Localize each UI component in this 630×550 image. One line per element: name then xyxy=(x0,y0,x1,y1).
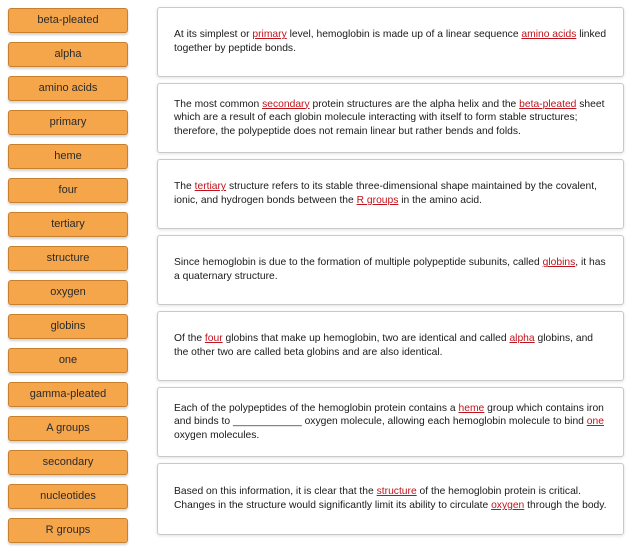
chip-beta-pleated[interactable]: beta-pleated xyxy=(8,8,128,33)
drop-target[interactable]: primary xyxy=(252,29,287,41)
chip-one[interactable]: one xyxy=(8,348,128,373)
drop-target[interactable]: structure xyxy=(376,486,417,498)
chip-primary[interactable]: primary xyxy=(8,110,128,135)
chip-r-groups[interactable]: R groups xyxy=(8,518,128,543)
statement-card-2 xyxy=(157,83,624,153)
drop-target[interactable]: amino acids xyxy=(521,29,577,41)
chip-a-groups[interactable]: A groups xyxy=(8,416,128,441)
drop-target[interactable]: secondary xyxy=(262,98,310,110)
statement-text: At its simplest or primary level, hemoglobin is made up of a linear sequence amino acids linked together by peptide bonds. xyxy=(174,29,607,54)
drop-target[interactable]: one xyxy=(586,416,604,428)
statement-text: Based on this information, it is clear that the structure of the hemoglobin protein is critical. Changes in the structure would significantly limit its ability to circulate oxygen through the body. xyxy=(174,486,607,511)
drop-target[interactable]: beta-pleated xyxy=(519,98,577,110)
chip-tertiary[interactable]: tertiary xyxy=(8,212,128,237)
statement-text: The most common secondary protein structures are the alpha helix and the beta-pleated sheet which are a result of each globin molecule interacting with itself to form stable structures; therefore, the polypeptide does not remain linear but rather bends and folds. xyxy=(174,98,605,137)
chip-heme[interactable]: heme xyxy=(8,144,128,169)
statement-card-4 xyxy=(157,235,624,305)
statement-card-3 xyxy=(157,159,624,229)
statement-card-5 xyxy=(157,311,624,381)
chip-gamma-pleated[interactable]: gamma-pleated xyxy=(8,382,128,407)
chip-four[interactable]: four xyxy=(8,178,128,203)
statement-card-6 xyxy=(157,387,624,457)
chip-nucleotides[interactable]: nucleotides xyxy=(8,484,128,509)
chip-oxygen[interactable]: oxygen xyxy=(8,280,128,305)
statement-text: Since hemoglobin is due to the formation of multiple polypeptide subunits, called globins, it has a quaternary structure. xyxy=(174,257,606,282)
statement-text: Of the four globins that make up hemoglobin, two are identical and called alpha globins, and the other two are called beta globins and are also identical. xyxy=(174,333,594,358)
drop-target[interactable]: tertiary xyxy=(194,181,227,193)
statement-text: Each of the polypeptides of the hemoglobin protein contains a heme group which contains iron and binds to ____________ oxygen molecule, allowing each hemoglobin molecule to bind one oxygen molecules. xyxy=(174,402,604,441)
chip-globins[interactable]: globins xyxy=(8,314,128,339)
drop-target[interactable]: R groups xyxy=(356,195,399,206)
statement-card-7 xyxy=(157,463,624,535)
chip-amino-acids[interactable]: amino acids xyxy=(8,76,128,101)
statement-card-1 xyxy=(157,7,624,77)
chip-alpha[interactable]: alpha xyxy=(8,42,128,67)
drop-target[interactable]: oxygen xyxy=(491,500,525,511)
empty-drop-target[interactable]: ____________ xyxy=(232,416,302,428)
drop-target[interactable]: alpha xyxy=(509,333,535,345)
drop-target[interactable]: heme xyxy=(458,402,485,414)
drop-target[interactable]: globins xyxy=(542,257,576,269)
chip-secondary[interactable]: secondary xyxy=(8,450,128,475)
drop-target[interactable]: four xyxy=(204,333,223,345)
statement-text: The tertiary structure refers to its stable three-dimensional shape maintained by the covalent, ionic, and hydrogen bonds between the R groups in the amino acid. xyxy=(174,181,597,206)
chip-structure[interactable]: structure xyxy=(8,246,128,271)
